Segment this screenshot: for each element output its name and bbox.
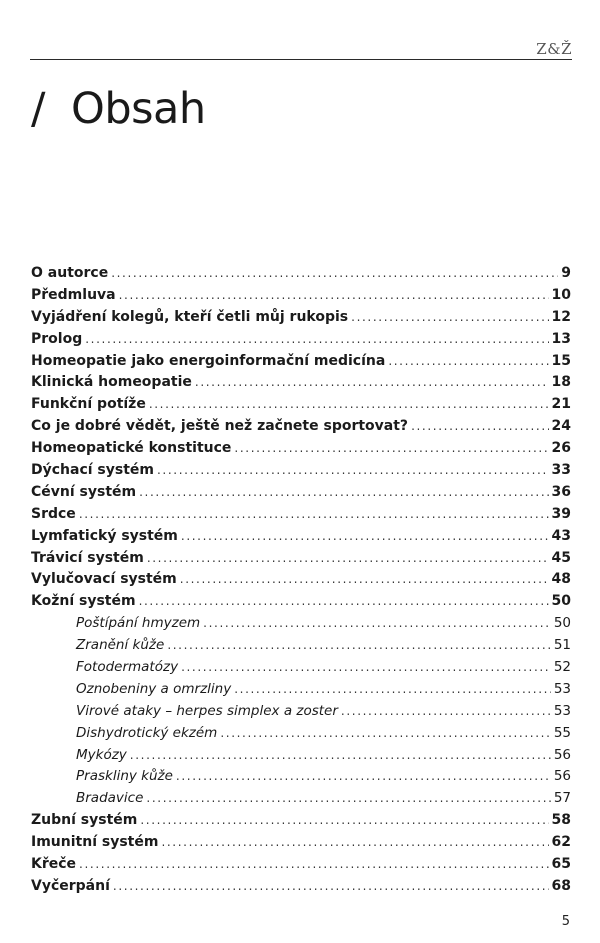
toc-entry-label: Křeče: [31, 856, 77, 873]
toc-leader-dots: [181, 526, 549, 548]
toc-leader-dots: [147, 548, 549, 570]
toc-entry-label: Zubní systém: [31, 812, 138, 829]
toc-leader-dots: [130, 745, 551, 767]
toc-entry-label: Homeopatie jako energoinformační medicína: [31, 352, 386, 369]
page-number: 5: [561, 914, 570, 929]
toc-entry-label: Lymfatický systém: [31, 527, 178, 544]
toc-entry-label: O autorce: [31, 265, 109, 281]
title-text: Obsah: [71, 84, 206, 134]
toc-entry-page: 48: [551, 571, 571, 588]
toc-entry: [31, 329, 571, 351]
toc-entry-page: 56: [553, 746, 571, 763]
toc-entry-label: Kožní systém: [31, 593, 136, 610]
toc-entry-page: 12: [551, 308, 571, 325]
toc-leader-dots: [146, 788, 550, 810]
toc-entry: [31, 591, 571, 613]
toc-leader-dots: [341, 701, 551, 723]
toc-subentry: [31, 701, 571, 723]
toc-entry: [31, 854, 571, 876]
toc-entry: [31, 526, 571, 548]
toc-leader-dots: [234, 438, 548, 460]
page-title: [31, 84, 206, 134]
toc-entry: [31, 460, 571, 482]
header-rule: [30, 59, 572, 60]
toc-entry-label: Vyjádření kolegů, kteří četli můj rukopis: [31, 308, 349, 325]
toc-leader-dots: [85, 329, 548, 351]
toc-subentry: [31, 745, 571, 767]
toc-entry-page: 50: [551, 593, 571, 610]
toc-entry: [31, 307, 571, 329]
toc-entry: [31, 569, 571, 591]
toc-leader-dots: [167, 635, 551, 657]
toc-leader-dots: [139, 591, 549, 613]
toc-entry-label: Imunitní systém: [31, 834, 159, 851]
toc-subentry: [31, 657, 571, 679]
toc-leader-dots: [161, 832, 548, 854]
toc-entry-page: 45: [551, 549, 571, 566]
table-of-contents: [31, 263, 571, 898]
toc-entry: [31, 832, 571, 854]
toc-entry-page: 24: [551, 418, 571, 435]
toc-entry-page: 68: [551, 877, 571, 894]
toc-leader-dots: [113, 876, 549, 898]
toc-subentry: [31, 679, 571, 701]
toc-leader-dots: [180, 569, 549, 591]
toc-entry-label: Klinická homeopatie: [31, 374, 192, 391]
toc-entry-page: 56: [553, 768, 571, 785]
toc-subentry: [31, 723, 571, 745]
toc-entry-page: 53: [553, 702, 571, 719]
toc-leader-dots: [411, 416, 548, 438]
toc-entry-page: 43: [551, 527, 571, 544]
toc-leader-dots: [176, 766, 551, 788]
toc-leader-dots: [111, 263, 558, 285]
toc-entry: [31, 876, 571, 898]
publisher-logo: Z&Ž: [536, 40, 572, 58]
toc-leader-dots: [140, 810, 548, 832]
toc-entry-page: 51: [553, 637, 571, 654]
toc-entry-page: 58: [551, 812, 571, 829]
toc-entry-label: Cévní systém: [31, 483, 137, 500]
toc-leader-dots: [119, 285, 549, 307]
toc-entry-label: Dishydrotický ekzém: [76, 724, 218, 741]
toc-entry-label: Praskliny kůže: [76, 768, 173, 785]
toc-entry-page: 57: [553, 790, 571, 807]
title-slash: /: [31, 84, 45, 134]
toc-entry-page: 53: [553, 680, 571, 697]
toc-entry-page: 13: [551, 330, 571, 347]
toc-leader-dots: [220, 723, 550, 745]
toc-leader-dots: [203, 613, 551, 635]
toc-entry-label: Oznobeniny a omrzliny: [76, 680, 232, 697]
toc-entry-label: Dýchací systém: [31, 462, 154, 479]
toc-leader-dots: [234, 679, 551, 701]
toc-entry-page: 18: [551, 374, 571, 391]
toc-entry-label: Mykózy: [76, 746, 127, 763]
toc-entry: [31, 372, 571, 394]
toc-leader-dots: [157, 460, 549, 482]
toc-entry-page: 52: [553, 659, 571, 676]
toc-entry-label: Zranění kůže: [76, 637, 165, 654]
toc-entry-label: Vylučovací systém: [31, 571, 177, 588]
toc-entry-label: Bradavice: [76, 790, 144, 807]
toc-entry-page: 50: [553, 615, 571, 632]
toc-entry-label: Homeopatické konstituce: [31, 440, 232, 457]
toc-entry-label: Poštípání hmyzem: [76, 615, 201, 632]
toc-entry-label: Virové ataky – herpes simplex a zoster: [76, 702, 338, 719]
toc-entry: [31, 482, 571, 504]
toc-entry: [31, 285, 571, 307]
toc-entry-label: Trávicí systém: [31, 549, 144, 566]
toc-entry-page: 62: [551, 834, 571, 851]
toc-leader-dots: [139, 482, 548, 504]
toc-entry-label: Srdce: [31, 505, 76, 522]
toc-leader-dots: [149, 394, 549, 416]
toc-entry-page: 26: [551, 440, 571, 457]
toc-entry-label: Funkční potíže: [31, 396, 146, 413]
toc-entry: [31, 504, 571, 526]
toc-subentry: [31, 635, 571, 657]
toc-entry: [31, 810, 571, 832]
toc-entry-label: Co je dobré vědět, ještě než začnete sportovat?: [31, 418, 409, 435]
toc-entry: [31, 351, 571, 373]
toc-entry: [31, 416, 571, 438]
toc-entry-page: 65: [551, 856, 571, 873]
toc-entry-page: 33: [551, 462, 571, 479]
toc-entry: [31, 438, 571, 460]
toc-leader-dots: [195, 372, 549, 394]
toc-subentry: [31, 788, 571, 810]
toc-entry-label: Vyčerpání: [31, 877, 110, 894]
toc-entry-page: 36: [551, 483, 571, 500]
toc-entry: [31, 548, 571, 570]
toc-leader-dots: [351, 307, 548, 329]
toc-entry-page: 15: [551, 352, 571, 369]
toc-entry-label: Prolog: [31, 330, 83, 347]
toc-subentry: [31, 766, 571, 788]
toc-subentry: [31, 613, 571, 635]
toc-leader-dots: [388, 351, 548, 373]
toc-entry-page: 55: [553, 724, 571, 741]
toc-entry-page: 39: [551, 505, 571, 522]
toc-leader-dots: [181, 657, 551, 679]
toc-leader-dots: [79, 854, 548, 876]
toc-entry: [31, 394, 571, 416]
toc-entry-label: Předmluva: [31, 286, 116, 303]
toc-entry-page: 9: [561, 265, 571, 281]
toc-entry-page: 21: [551, 396, 571, 413]
toc-entry-label: Fotodermatózy: [76, 659, 179, 676]
toc-entry: [31, 263, 571, 285]
toc-leader-dots: [79, 504, 549, 526]
toc-entry-page: 10: [551, 286, 571, 303]
